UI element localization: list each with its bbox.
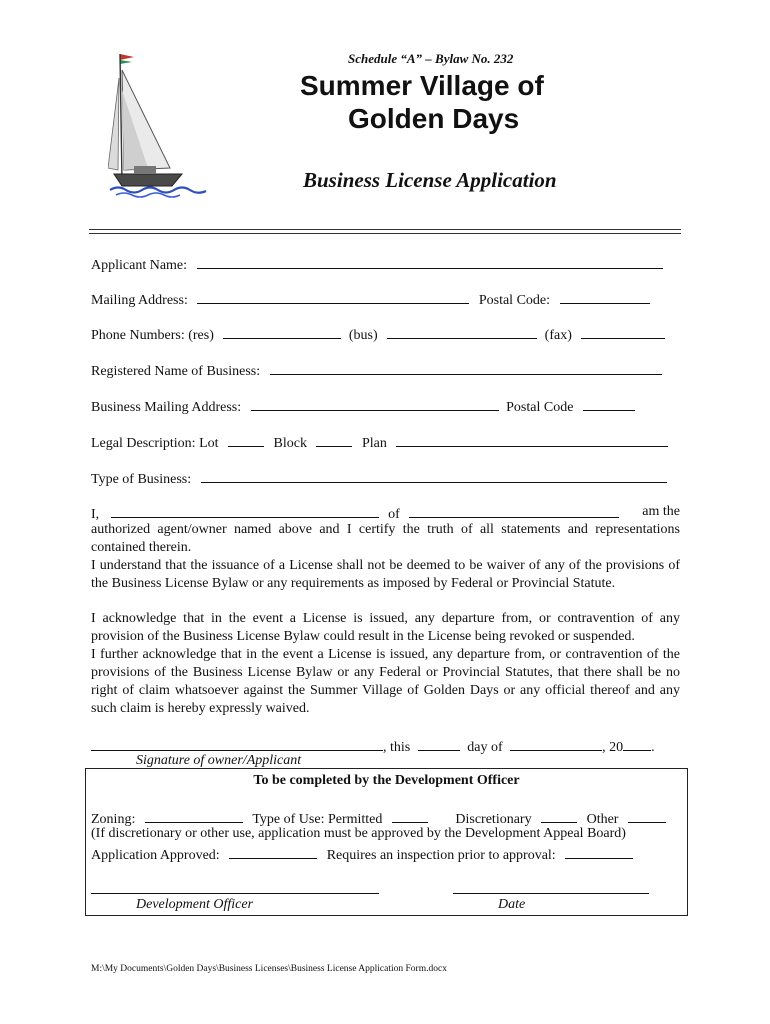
discretionary-label: Discretionary xyxy=(455,812,532,827)
approval-row xyxy=(91,844,633,864)
other-label: Other xyxy=(586,812,619,827)
declaration-text-4: I further acknowledge that in the event a License is issued, any departure from, or contravention of the provisions of the Business License Bylaw or any Federal or Provincial Statutes, that there shall be no right of claim whatsoever against the Summer Village of Golden Days or any official thereof and any such claim is hereby expressly waived. xyxy=(91,647,680,716)
mailing-address-field[interactable] xyxy=(197,289,469,304)
phone-res-label: Phone Numbers: (res) xyxy=(91,328,214,343)
postal-code-field[interactable] xyxy=(560,289,650,304)
header-divider-2 xyxy=(89,233,681,234)
declarant-of-field[interactable] xyxy=(409,503,619,518)
header-divider xyxy=(89,229,681,230)
declaration-text-3: I acknowledge that in the event a License is issued, any departure from, or contravention of any provision of the Business License Bylaw could result in the License being revoked or suspended. xyxy=(91,611,680,644)
signature-year-prefix: , 20 xyxy=(602,740,624,755)
zoning-row xyxy=(91,808,681,828)
page-title-line1: Summer Village of xyxy=(300,70,544,101)
mailing-address-label: Mailing Address: xyxy=(91,293,188,308)
signature-year-field[interactable] xyxy=(623,736,651,751)
phone-numbers-row xyxy=(91,324,665,345)
phone-bus-field[interactable] xyxy=(387,324,537,339)
type-of-use-label: Type of Use: Permitted xyxy=(252,812,383,827)
signature-field[interactable] xyxy=(91,736,383,751)
date-label: Date xyxy=(498,897,526,912)
declaration-text-1: authorized agent/owner named above and I certify the truth of all statements and representations contained therein. xyxy=(91,522,680,555)
declaration-text-2: I understand that the issuance of a License shall not be deemed to be waiver of any of the provisions of the Business License Bylaw or any requirements as imposed by Federal or Provincial Statute. xyxy=(91,558,680,591)
applicant-name-field[interactable] xyxy=(197,254,663,269)
business-mailing-row xyxy=(91,396,635,417)
mailing-address-row xyxy=(91,289,650,310)
applicant-name-row xyxy=(91,254,663,275)
applicant-name-label: Applicant Name: xyxy=(91,258,188,273)
block-label: Block xyxy=(273,436,307,451)
declaration-of: of xyxy=(388,507,400,522)
officer-heading: To be completed by the Development Officer xyxy=(253,773,520,788)
phone-fax-label: (fax) xyxy=(544,328,572,343)
signature-month-field[interactable] xyxy=(510,736,602,751)
officer-date-field[interactable] xyxy=(453,879,649,894)
officer-signature-field[interactable] xyxy=(91,879,379,894)
application-approved-label: Application Approved: xyxy=(91,848,220,863)
signature-day-field[interactable] xyxy=(418,736,460,751)
page-title-line2: Golden Days xyxy=(348,103,520,134)
block-field[interactable] xyxy=(316,432,352,447)
sailboat-logo-icon xyxy=(108,50,212,200)
phone-bus-label: (bus) xyxy=(348,328,378,343)
type-of-business-row xyxy=(91,468,667,489)
legal-lot-label: Legal Description: Lot xyxy=(91,436,219,451)
phone-res-field[interactable] xyxy=(223,324,341,339)
permitted-field[interactable] xyxy=(392,808,428,823)
plan-label: Plan xyxy=(361,436,387,451)
appeal-note: (If discretionary or other use, application must be approved by the Development Appeal Board) xyxy=(91,826,626,841)
other-field[interactable] xyxy=(628,808,666,823)
inspection-field[interactable] xyxy=(565,844,633,859)
lot-field[interactable] xyxy=(228,432,264,447)
file-path-footer: M:\My Documents\Golden Days\Business Licenses\Business License Application Form.docx xyxy=(91,964,447,974)
postal-code2-label: Postal Code xyxy=(506,400,574,415)
registered-name-row xyxy=(91,360,662,381)
postal-code-label: Postal Code: xyxy=(478,293,551,308)
phone-fax-field[interactable] xyxy=(581,324,665,339)
form-subtitle: Business License Application xyxy=(303,168,557,192)
signature-label: Signature of owner/Applicant xyxy=(136,753,302,768)
declaration-am-the: am the xyxy=(642,504,680,519)
discretionary-field[interactable] xyxy=(541,808,577,823)
inspection-label: Requires an inspection prior to approval: xyxy=(326,848,556,863)
signature-period: . xyxy=(651,740,655,755)
registered-name-label: Registered Name of Business: xyxy=(91,364,261,379)
business-mailing-label: Business Mailing Address: xyxy=(91,400,242,415)
type-of-business-label: Type of Business: xyxy=(91,472,192,487)
declaration-i: I, xyxy=(91,507,100,522)
declarant-name-field[interactable] xyxy=(111,503,379,518)
signature-day-of: day of xyxy=(467,740,503,755)
business-mailing-field[interactable] xyxy=(251,396,499,411)
legal-description-row xyxy=(91,432,668,453)
postal-code2-field[interactable] xyxy=(583,396,635,411)
signature-this: , this xyxy=(383,740,411,755)
application-approved-field[interactable] xyxy=(229,844,317,859)
zoning-label: Zoning: xyxy=(91,812,136,827)
development-officer-label: Development Officer xyxy=(136,897,254,912)
plan-field[interactable] xyxy=(396,432,668,447)
development-officer-box xyxy=(85,768,688,916)
schedule-label: Schedule “A” – Bylaw No. 232 xyxy=(348,51,514,66)
registered-name-field[interactable] xyxy=(270,360,662,375)
zoning-field[interactable] xyxy=(145,808,243,823)
type-of-business-field[interactable] xyxy=(201,468,667,483)
